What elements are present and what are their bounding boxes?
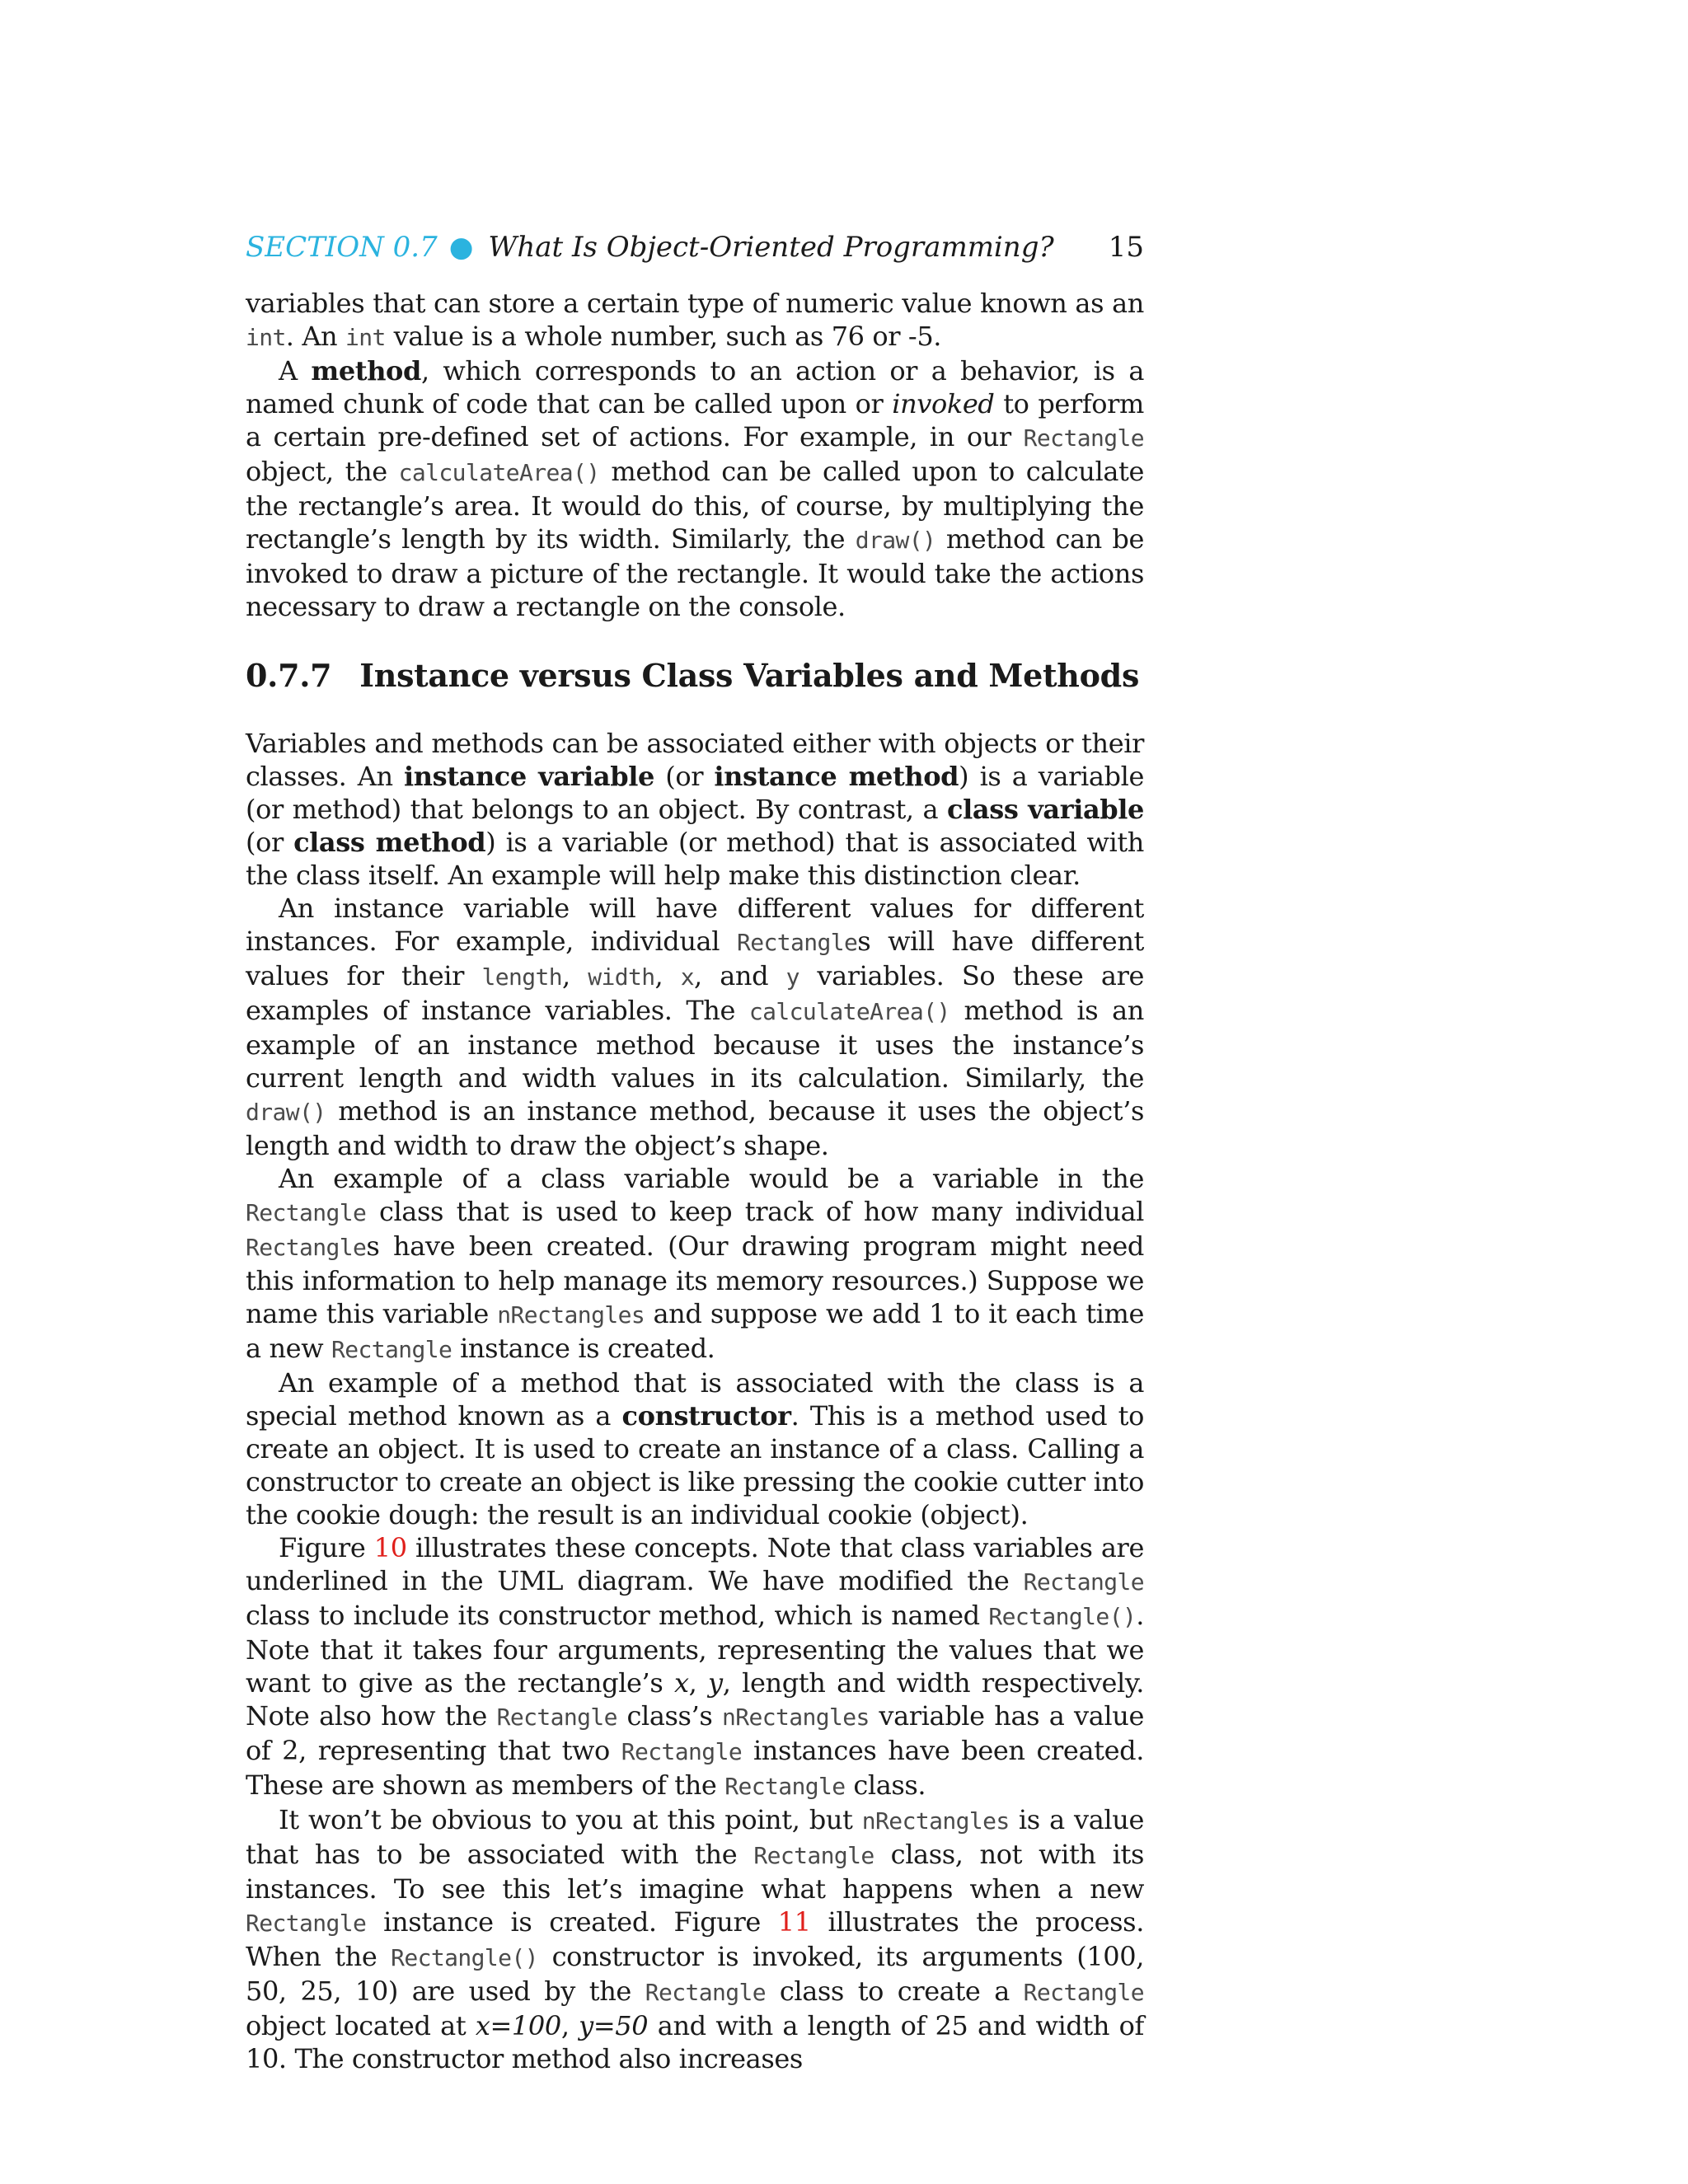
code-calculate-area: calculateArea(): [398, 459, 600, 486]
text: Figure: [279, 1532, 374, 1563]
emphasis-invoked: invoked: [892, 388, 995, 419]
text: An instance variable will have different values for different instances. For example, individual: [246, 893, 1144, 957]
text: illustrates the process. When the: [246, 1906, 1144, 1972]
code-rectangle: Rectangle: [496, 1704, 617, 1731]
text: Variables and methods can be associated either with objects or their classes. An: [246, 728, 1144, 792]
code-rectangle-constructor: Rectangle(): [988, 1603, 1137, 1630]
text: and suppose we add 1 to it each time a new: [246, 1298, 1145, 1364]
code-draw: draw(): [246, 1099, 326, 1126]
code-draw: draw(): [855, 527, 936, 554]
running-title: What Is Object-Oriented Programming?: [488, 231, 1054, 264]
text: is a value that has to be associated with the: [246, 1804, 1144, 1870]
page-number: 15: [1108, 231, 1144, 264]
text: An example of a class variable would be a variable in the: [279, 1163, 1144, 1194]
code-rectangle: Rectangle: [645, 1979, 767, 2006]
code-rectangle: Rectangle: [246, 1234, 367, 1261]
code-int: int: [246, 324, 286, 351]
text: ) is a variable (or method) that belongs to an object. By contrast, a: [246, 761, 1144, 825]
page-body: [246, 287, 1144, 2075]
text: , which corresponds to an action or a behavior, is a named chunk of code that can be called upon or: [246, 355, 1145, 419]
code-rectangle: Rectangle: [1023, 424, 1144, 452]
code-rectangle: Rectangle: [246, 1910, 367, 1937]
term-instance-variable: instance variable: [403, 761, 654, 792]
text: illustrates these concepts. Note that class variables are underlined in the UML diagram. We have modified the: [246, 1532, 1144, 1596]
bullet-icon: ●: [448, 231, 474, 264]
term-class-variable: class variable: [947, 794, 1144, 825]
term-constructor: constructor: [621, 1400, 791, 1432]
paragraph-instance-vs-class: [246, 727, 1144, 892]
paragraph-int-values: [246, 287, 1144, 354]
term-instance-method: instance method: [714, 761, 959, 792]
code-rectangle: Rectangle: [736, 929, 858, 956]
text: . This is a method used to create an object. It is used to create an instance of a class. Calling a constructor to create an object is like pressing the cookie cutter into the cookie dough: the result is an individual cookie (object).: [246, 1400, 1144, 1530]
text: ,: [560, 2010, 579, 2041]
text: class.: [845, 1769, 926, 1801]
code-nrectangles: nRectangles: [861, 1807, 1010, 1835]
code-nrectangles: nRectangles: [721, 1704, 870, 1731]
text: (or: [654, 761, 715, 792]
text: (or: [246, 827, 294, 858]
text: , length and width respectively. Note also how the: [246, 1667, 1145, 1732]
code-int: int: [345, 324, 386, 351]
paragraph-figure-11: [246, 1803, 1144, 2075]
text: ) is a variable (or method) that is associated with the class itself. An example will help make this distinction clear.: [246, 827, 1144, 891]
term-method: method: [311, 355, 421, 387]
code-rectangle: Rectangle: [331, 1336, 452, 1363]
text: instance is created.: [452, 1333, 715, 1364]
text: object located at: [246, 2010, 476, 2041]
paragraph-constructor: [246, 1366, 1144, 1531]
code-rectangle: Rectangle: [621, 1738, 743, 1765]
text: class to include its constructor method, which is named: [246, 1600, 989, 1631]
paragraph-instance-variable: [246, 892, 1144, 1162]
figure-ref-link[interactable]: 10: [373, 1532, 407, 1563]
section-label: SECTION 0.7: [246, 231, 438, 264]
text: A: [279, 355, 312, 387]
code-length: length: [481, 963, 562, 991]
text: ,: [562, 960, 588, 991]
text: instances have been created. These are shown as members of the: [246, 1735, 1144, 1801]
text: class to create a: [766, 1975, 1024, 2007]
code-rectangle: Rectangle: [1023, 1568, 1144, 1596]
code-rectangle: Rectangle: [753, 1842, 874, 1869]
code-calculate-area: calculateArea(): [748, 998, 950, 1025]
math-y-value: y=50: [579, 2010, 649, 2041]
text: . An: [285, 321, 346, 352]
paragraph-figure-10: [246, 1531, 1144, 1803]
text: It won’t be obvious to you at this point, but: [279, 1804, 862, 1835]
section-number: 0.7.7: [246, 657, 332, 694]
text: method is an instance method, because it uses the object’s length and width to draw the object’s shape.: [246, 1095, 1144, 1161]
text: object, the: [246, 456, 399, 487]
running-header: [246, 231, 1144, 269]
text: class, not with its instances. To see this let’s imagine what happens when a new: [246, 1839, 1144, 1905]
text: method is an example of an instance method because it uses the instance’s current length and width values in its calculation. Similarly, the: [246, 995, 1144, 1094]
text: instance is created. Figure: [366, 1906, 778, 1938]
term-class-method: class method: [293, 827, 486, 858]
text: constructor is invoked, its arguments (100, 50, 25, 10) are used by the: [246, 1941, 1145, 2007]
code-rectangle: Rectangle: [246, 1199, 367, 1226]
paragraph-method: [246, 354, 1144, 623]
code-nrectangles: nRectangles: [497, 1301, 645, 1329]
figure-ref-link[interactable]: 11: [777, 1906, 811, 1938]
paragraph-class-variable: [246, 1162, 1144, 1366]
section-title: Instance versus Class Variables and Methods: [359, 657, 1140, 694]
code-y: y: [785, 963, 799, 991]
text: class that is used to keep track of how many individual: [366, 1196, 1144, 1227]
text: and with a length of 25 and width of 10. The constructor method also increases: [246, 2010, 1144, 2074]
code-width: width: [588, 963, 655, 991]
text: variables that can store a certain type of numeric value known as an: [246, 288, 1144, 319]
text: method can be invoked to draw a picture of the rectangle. It would take the actions necessary to draw a rectangle on the console.: [246, 523, 1144, 622]
text: ,: [654, 960, 681, 991]
math-y: y: [708, 1667, 723, 1699]
code-x: x: [680, 963, 695, 991]
text: variable has a value of 2, representing that two: [246, 1700, 1144, 1766]
text: . Note that it takes four arguments, representing the values that we want to give as the rectangle’s: [246, 1600, 1144, 1699]
text: to perform a certain pre-defined set of actions. For example, in our: [246, 388, 1145, 452]
text: s have been created. (Our drawing program might need this information to help manage its memory resources.) Suppose we name this variable: [246, 1230, 1144, 1329]
section-heading: [246, 658, 1144, 694]
math-x: x: [673, 1667, 689, 1699]
code-rectangle: Rectangle: [724, 1773, 846, 1800]
text: , and: [694, 960, 786, 991]
text: variables. So these are examples of instance variables. The: [246, 960, 1145, 1026]
math-x-value: x=100: [475, 2010, 561, 2041]
code-rectangle-constructor: Rectangle(): [391, 1944, 538, 1971]
text: method can be called upon to calculate the rectangle’s area. It would do this, of course, by multiplying the rectangle’s length by its width. Similarly, the: [246, 456, 1144, 555]
text: s will have different values for their: [246, 926, 1144, 991]
text: An example of a method that is associated with the class is a special method known as a: [246, 1367, 1144, 1432]
text: class’s: [617, 1700, 722, 1732]
text: value is a whole number, such as 76 or -5.: [385, 321, 942, 352]
code-rectangle: Rectangle: [1023, 1979, 1144, 2006]
text: ,: [688, 1667, 709, 1699]
